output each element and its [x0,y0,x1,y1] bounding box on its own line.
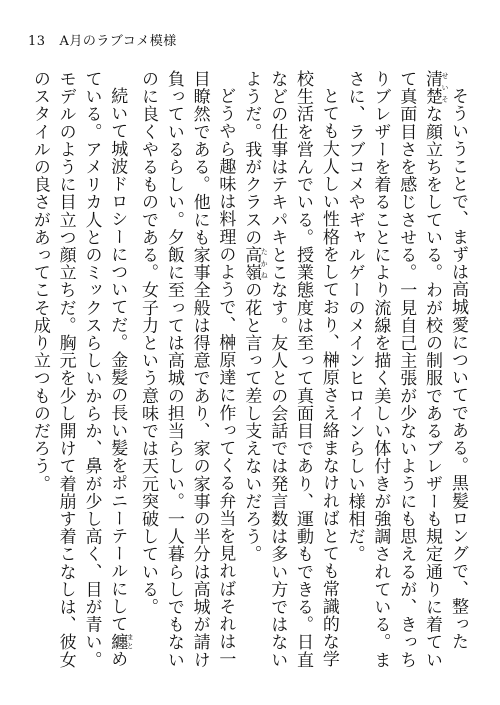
paragraph-2-text-b: の花と言って差し支えないだろう。 [241,281,262,563]
ruby-takane [241,246,269,282]
page-number: 13 [28,34,46,49]
vertical-body-text [30,70,470,680]
ruby-mato-reading: まと [126,632,135,651]
paragraph-1-text-b: な顔立ちをしている。わが校の制服であるブレザーも規定通りに着ていて真面目さを感じさせる。一見自己主張が少ないようにも思えるが、きっちりブレザーを着ることにより流線を描く美しい体付きが強調されている。まさに、ラブコメやギャルゲーのメインヒロインらしい様相だ。 [344,70,442,669]
ruby-takane-base: 高嶺 [241,246,262,282]
ruby-seiso-base: 清楚 [422,70,442,106]
paragraph-2 [237,70,340,680]
paragraph-2-text-a: とても大人しい性格をしており、榊原さえ絡まなければとても常識的な学校生活を営んでいる。授業態度は至って真面目であり、運動もできる。日直などの仕事はテキパキとこなす。友人との会話では発言数は多い方ではないようだ。我がクラスの [241,70,339,669]
ruby-mato-base: 纏 [107,632,128,651]
paragraph-4-text-a: 続いて城波ドロシーについてだ。金髪の長い髪をポニーテールにして [107,87,128,633]
paragraph-1 [341,70,470,680]
running-title: A月のラブコメ模様 [59,34,177,49]
ruby-seiso [422,70,449,106]
paragraph-4 [30,70,134,680]
ruby-takane-reading: たかね [260,246,269,282]
running-head [28,34,177,50]
ruby-mato [107,632,135,651]
paragraph-4-text-b: めている。アメリカ人とのミックスらしいからか、鼻が少し高く、目が青い。モデルのように目立つ顔立ちだ。胸元を少し開けて着崩す着こなしは、彼女のスタイルの良さがあってこそ成り立つものだろう。 [30,70,128,669]
paragraph-3: どうやら趣味は料理のようで、榊原達に作ってくる弁当を見ればそれは一目瞭然である。他にも家事全般は得意であり、家の家事の半分は高城が請け負っているらしい。夕飯に至っては高城の担当らしい。一人暮らしでもないのに良くやるものである。女子力という意味では天元突破している。 [138,70,236,669]
ruby-seiso-reading: せいそ [441,70,449,106]
paragraph-1-text-a: そういうことで、まずは高城愛についてである。黒髪ロングで、整った [448,87,468,651]
